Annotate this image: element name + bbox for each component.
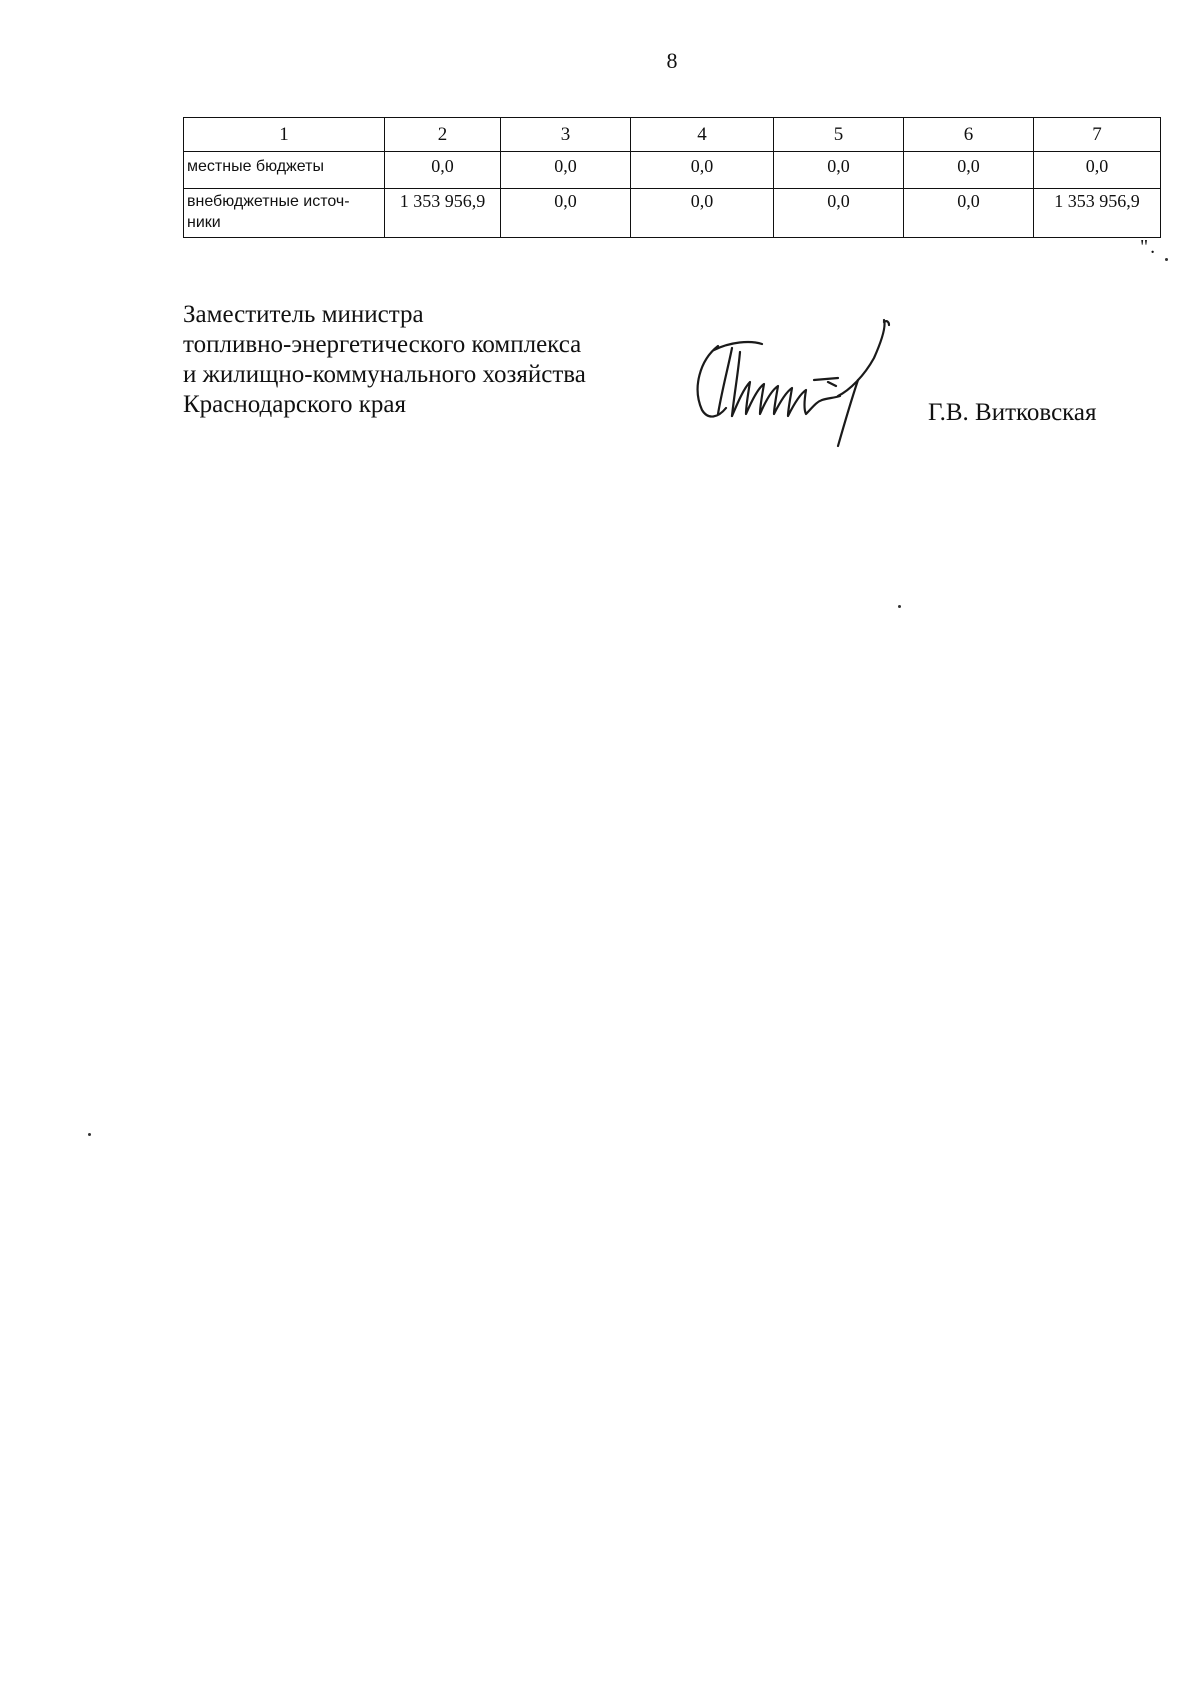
- position-line: и жилищно-коммунального хозяйства: [183, 361, 586, 388]
- table-cell: 0,0: [385, 152, 501, 189]
- table-cell: 1 353 956,9: [385, 189, 501, 238]
- row-label-line: ники: [187, 214, 221, 231]
- column-header: 6: [904, 118, 1034, 152]
- scan-speck: [88, 1133, 91, 1136]
- table-cell: 0,0: [904, 189, 1034, 238]
- signatory-position: [183, 300, 586, 420]
- table-cell: 0,0: [631, 189, 774, 238]
- table-cell: 0,0: [501, 152, 631, 189]
- page-number: 8: [666, 48, 678, 73]
- table-cell: 0,0: [1034, 152, 1161, 189]
- table-cell: 0,0: [774, 152, 904, 189]
- position-line: топливно-энергетического комплекса: [183, 331, 582, 358]
- signer-name: Г.В. Витковская: [928, 399, 1097, 426]
- table-row: [184, 152, 1161, 189]
- table-cell: 0,0: [904, 152, 1034, 189]
- position-line: Краснодарского края: [183, 391, 406, 418]
- column-header: 2: [385, 118, 501, 152]
- table-cell: 1 353 956,9: [1034, 189, 1161, 238]
- column-header: 1: [184, 118, 385, 152]
- closing-quote-mark: ".: [1140, 236, 1158, 258]
- table-cell: 0,0: [501, 189, 631, 238]
- row-label: [184, 152, 385, 189]
- scan-speck: [1165, 258, 1168, 261]
- table-header-row: [184, 118, 1161, 152]
- row-label: [184, 189, 385, 238]
- table-cell: 0,0: [631, 152, 774, 189]
- column-header: 4: [631, 118, 774, 152]
- column-header: 3: [501, 118, 631, 152]
- handwritten-signature: [688, 318, 928, 453]
- table-row: [184, 189, 1161, 238]
- position-line: Заместитель министра: [183, 301, 424, 328]
- row-label-line: внебюджетные источ-: [187, 193, 350, 210]
- column-header: 7: [1034, 118, 1161, 152]
- budget-table: [183, 117, 1161, 238]
- column-header: 5: [774, 118, 904, 152]
- row-label-line: местные бюджеты: [187, 158, 324, 175]
- scan-speck: [898, 605, 901, 608]
- table-cell: 0,0: [774, 189, 904, 238]
